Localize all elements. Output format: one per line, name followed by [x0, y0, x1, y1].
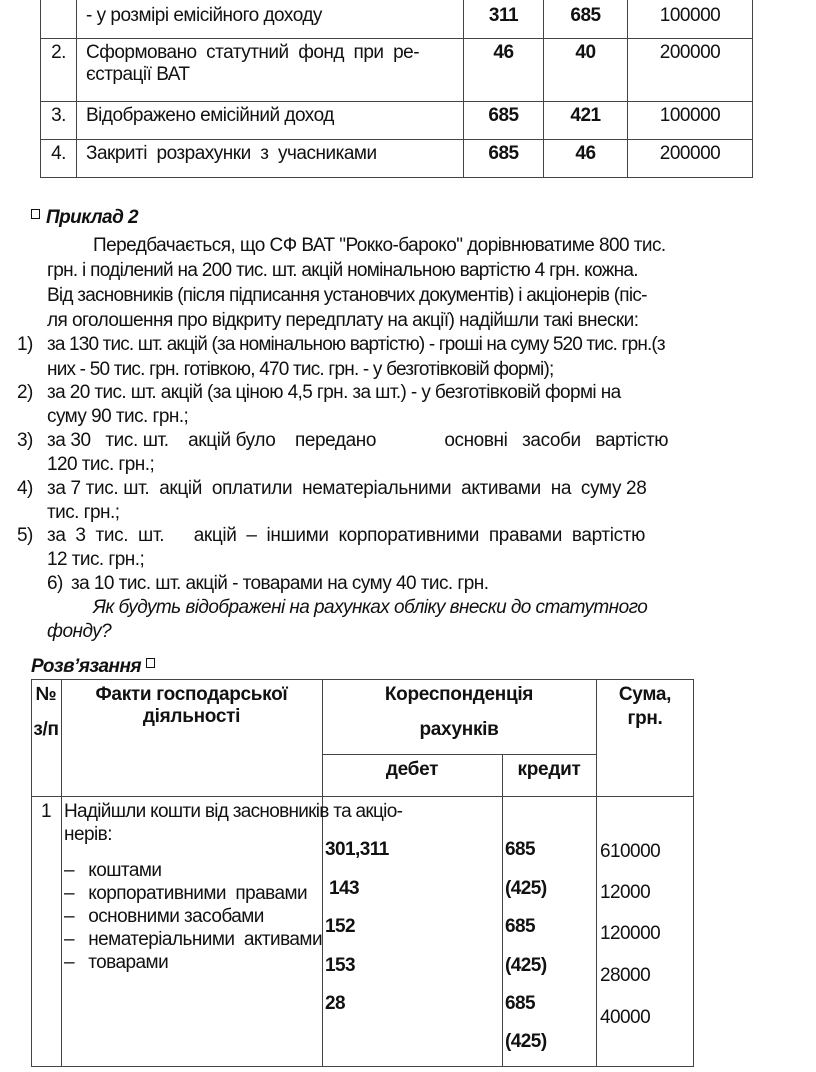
credit-value: (425) — [505, 955, 547, 976]
row-text-line: нерів: — [64, 824, 112, 845]
header-correspondence-sub: рахунків — [419, 719, 499, 740]
list-item-line: тис. грн.; — [47, 502, 120, 523]
row-num: 1 — [40, 801, 52, 822]
row-sum: 100000 — [628, 0, 753, 39]
table-row — [41, 0, 753, 39]
list-item-marker: 6) — [47, 573, 63, 594]
debit-value: 153 — [325, 955, 356, 976]
paragraph-line: Від засновників (після підписання установчих документів) і акціонерів (піс- — [47, 285, 647, 306]
row-num: 2. — [41, 39, 77, 102]
sum-value: 12000 — [600, 882, 651, 903]
row-debit: 46 — [464, 39, 544, 102]
sum-value: 40000 — [600, 1007, 651, 1028]
header-num-sub: з/п — [33, 719, 59, 740]
header-num: № — [35, 684, 57, 705]
row-sum: 100000 — [628, 102, 753, 140]
bullet-item: – корпоративними правами — [64, 883, 308, 904]
row-debit: 685 — [464, 102, 544, 140]
header-sum-sub: грн. — [627, 708, 663, 729]
solution-title: Розв’язання — [31, 656, 142, 677]
header-debit: дебет — [385, 759, 439, 780]
credit-value: 685 — [505, 839, 536, 860]
bullet-text: коштами — [88, 860, 162, 881]
list-item-line: 120 тис. грн.; — [47, 454, 155, 475]
credit-value: (425) — [505, 1031, 547, 1052]
row-credit: 685 — [544, 0, 628, 39]
list-item-line: за 30 тис. шт. акцій було передано основні засоби вартістю — [47, 430, 669, 451]
header-facts: Факти господарської діяльності — [95, 684, 288, 727]
table-row — [41, 140, 753, 178]
debit-value: 28 — [325, 993, 346, 1014]
row-num — [41, 0, 77, 39]
list-item-marker: 1) — [17, 334, 33, 355]
list-item-line: 12 тис. грн.; — [47, 549, 145, 570]
header-credit: кредит — [517, 759, 581, 780]
bullet-text: товарами — [88, 952, 169, 973]
solution-heading — [31, 656, 161, 678]
row-text-line2: єстрації ВАТ — [86, 64, 190, 85]
paragraph-line: грн. і поділений на 200 тис. шт. акцій номінальною вартістю 4 грн. кожна. — [47, 260, 638, 281]
row-debit: 311 — [464, 0, 544, 39]
row-num: 4. — [41, 140, 77, 178]
example-title: Приклад 2 — [46, 207, 139, 228]
list-item-marker: 4) — [17, 478, 33, 499]
paragraph-line: ля оголошення про відкриту передплату на акції) надійшли такі внески: — [47, 310, 639, 331]
solution-table — [31, 679, 694, 1067]
table-row — [41, 39, 753, 102]
bullet-text: основними засобами — [88, 906, 264, 927]
row-text-line: Надійшли кошти від засновників та акціо- — [64, 801, 403, 822]
list-item-marker: 2) — [17, 382, 33, 403]
row-debit: 685 — [464, 140, 544, 178]
debit-value: 152 — [325, 916, 356, 937]
debit-value: 301,311 — [325, 839, 389, 860]
list-item-marker: 5) — [17, 525, 33, 546]
bullet-item: – коштами — [64, 860, 162, 881]
header-correspondence: Кореспонденція — [384, 684, 534, 705]
bullet-square-icon — [31, 209, 40, 219]
row-num: 3. — [41, 102, 77, 140]
debit-value: 143 — [329, 878, 360, 899]
bullet-item: – основними засобами — [64, 906, 264, 927]
row-sum: 200000 — [628, 39, 753, 102]
credit-value: 685 — [505, 916, 536, 937]
bullet-text: нематеріальними активами — [88, 929, 323, 950]
credit-value: (425) — [505, 878, 547, 899]
row-text: - у розмірі емісійного доходу — [77, 0, 464, 39]
paragraph-line: Передбачається, що СФ ВАТ "Рокко-бароко" дорівнюватиме 800 тис. — [93, 235, 666, 256]
question-line: фонду? — [47, 621, 112, 642]
list-item-line: за 20 тис. шт. акцій (за ціною 4,5 грн. за шт.) - у безготівковій формі на — [47, 382, 621, 403]
example-heading — [31, 207, 138, 229]
sum-value: 610000 — [600, 841, 661, 862]
top-transactions-table — [40, 0, 753, 178]
row-sum: 200000 — [628, 140, 753, 178]
bullet-item: – товарами — [64, 952, 169, 973]
list-item-line: суму 90 тис. грн.; — [47, 406, 189, 427]
bullet-square-icon — [146, 658, 155, 668]
row-text: Відображено емісійний доход — [77, 102, 464, 140]
header-sum: Сума, — [618, 684, 672, 705]
list-item-line: за 130 тис. шт. акцій (за номінальною вартістю) - гроші на суму 520 тис. грн.(з — [47, 334, 665, 355]
list-item-marker: 3) — [17, 430, 33, 451]
list-item-line: за 3 тис. шт. акцій – іншими корпоративними правами вартістю — [47, 525, 645, 546]
list-item-line: за 10 тис. шт. акцій - товарами на суму 40 тис. грн. — [71, 573, 489, 594]
row-text — [77, 39, 464, 102]
credit-value: 685 — [505, 993, 536, 1014]
table-row — [41, 102, 753, 140]
bullet-item: – нематеріальними активами — [64, 929, 323, 950]
bullet-text: корпоративними правами — [88, 883, 308, 904]
row-credit: 40 — [544, 39, 628, 102]
sum-value: 28000 — [600, 965, 651, 986]
row-credit: 421 — [544, 102, 628, 140]
list-item-line: за 7 тис. шт. акцій оплатили нематеріальними активами на суму 28 — [47, 478, 647, 499]
question-line: Як будуть відображені на рахунках обліку внески до статутного — [93, 597, 648, 618]
row-text-line1: Сформовано статутний фонд при ре- — [86, 42, 420, 63]
row-text: Закриті розрахунки з учасниками — [77, 140, 464, 178]
sum-value: 120000 — [600, 923, 661, 944]
row-credit: 46 — [544, 140, 628, 178]
list-item-line: них - 50 тис. грн. готівкою, 470 тис. грн. - у безготівковій формі); — [47, 359, 554, 380]
